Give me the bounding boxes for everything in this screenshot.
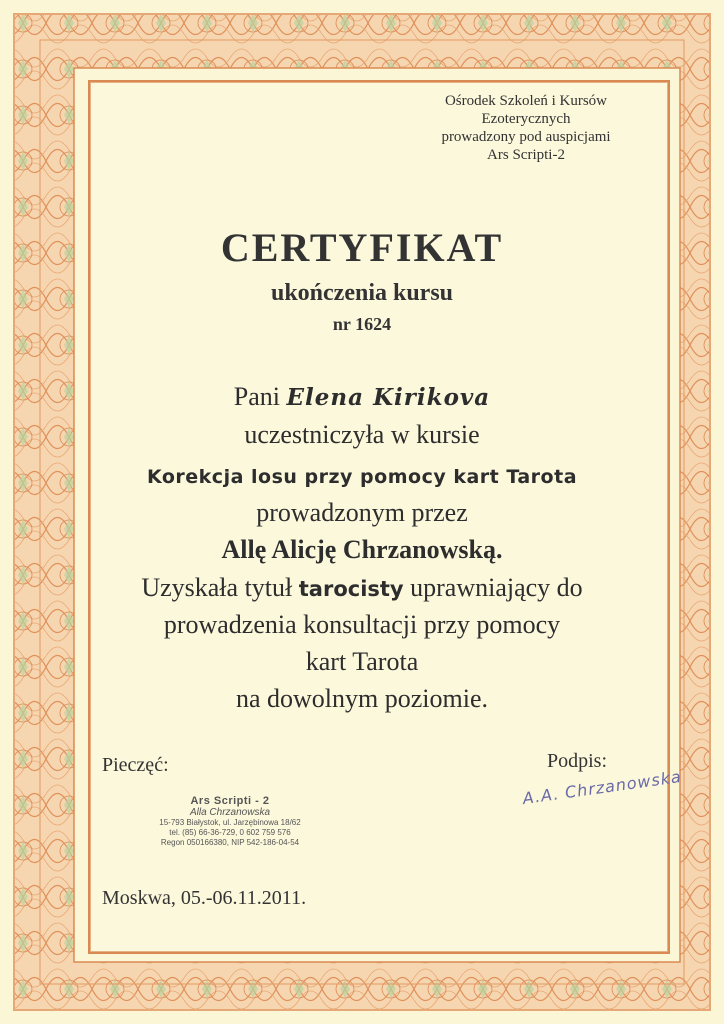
participant-name: Elena Kirikova	[286, 384, 491, 411]
organization-block	[406, 92, 646, 164]
level-line: na dowolnym poziomie.	[235, 684, 488, 713]
course-line	[0, 459, 724, 493]
course-name: Korekcja losu przy pomocy kart Tarota	[146, 466, 578, 488]
stamp-label: Pieczęć:	[102, 754, 169, 776]
certificate-number: nr 1624	[332, 314, 392, 334]
obtained-suffix: uprawniający do	[410, 573, 583, 602]
salutation: Pani	[233, 382, 281, 411]
handwritten-signature: A.A. Chrzanowska	[521, 766, 683, 809]
stamp-regon: Regon 050166380, NIP 542-186-04-54	[160, 838, 300, 847]
stamp-title: Ars Scripti - 2	[190, 795, 270, 807]
led-by-line: prowadzonym przez	[256, 498, 468, 527]
obtained-prefix: Uzyskała tytuł	[141, 573, 293, 602]
cards-line: kart Tarota	[305, 647, 419, 676]
stamp-block	[130, 795, 330, 848]
organization-line: Ośrodek Szkoleń i Kursów	[444, 93, 608, 109]
place-date: Moskwa, 05.-06.11.2011.	[102, 887, 307, 909]
participant-line	[0, 381, 724, 414]
consult-line: prowadzenia konsultacji przy pomocy	[163, 610, 561, 639]
stamp-address: 15-793 Białystok, ul. Jarzębinowa 18/62	[159, 818, 301, 827]
organization-line: prowadzony pod auspicjami	[441, 129, 611, 145]
participated-line: uczestniczyła w kursie	[244, 420, 480, 449]
organization-line: Ars Scripti-2	[487, 147, 565, 163]
signature-label: Podpis:	[547, 750, 608, 772]
stamp-phone: tel. (85) 66-36-729, 0 602 759 576	[169, 828, 291, 837]
stamp-name: Alla Chrzanowska	[189, 807, 271, 818]
trainer-name: Allę Alicję Chrzanowską.	[221, 535, 503, 564]
certificate-subtitle: ukończenia kursu	[270, 280, 454, 306]
certificate-title: CERTYFIKAT	[220, 225, 504, 270]
organization-line: Ezoterycznych	[481, 111, 571, 127]
obtained-title: tarocisty	[298, 577, 404, 601]
obtained-line	[0, 572, 724, 605]
